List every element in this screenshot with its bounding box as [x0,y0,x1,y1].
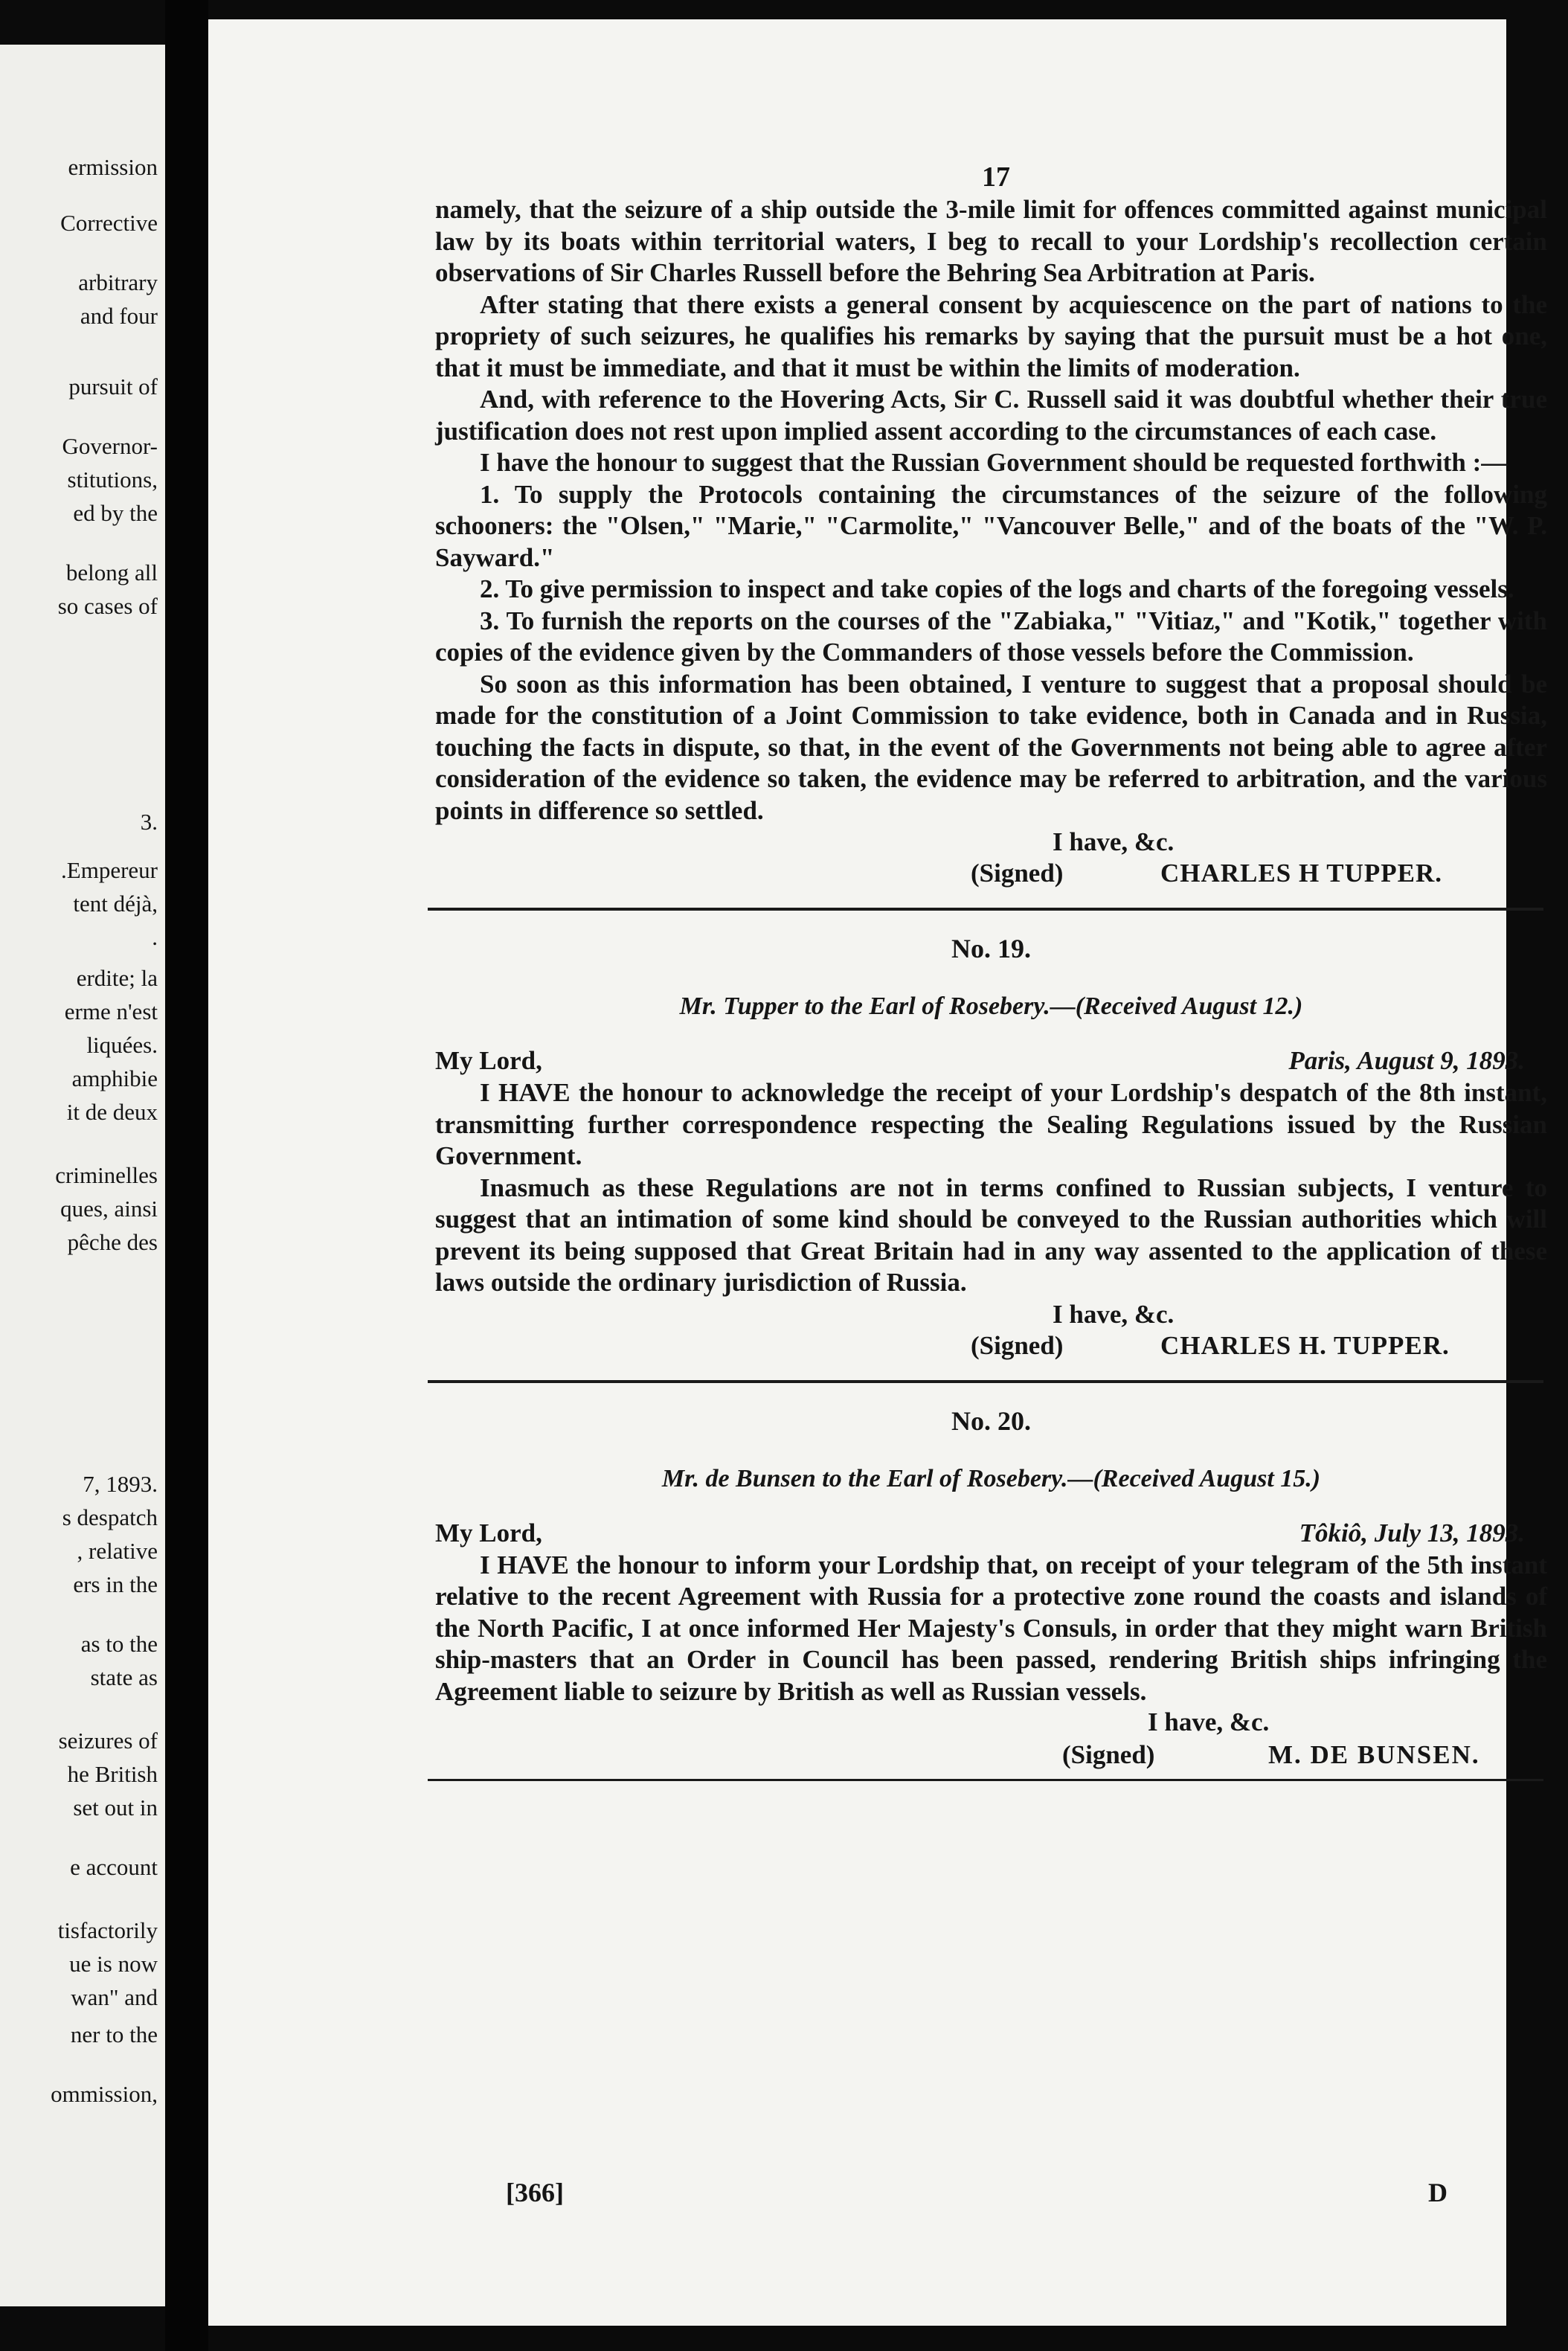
left-page-text: 3. [140,809,158,835]
signatory-name: M. DE BUNSEN. [1268,1740,1480,1769]
salutation: My Lord, [435,1518,542,1547]
section-divider [428,908,1543,911]
document-heading-19: Mr. Tupper to the Earl of Rosebery.—(Received August 12.) [679,992,1303,1020]
left-page-text: ers in the [73,1571,158,1597]
left-page-text: arbitrary [78,269,158,295]
left-page-text: ue is now [69,1951,158,1977]
letter-body-19 [435,1077,1547,1299]
left-page-fragment [0,45,165,2306]
left-page-text: state as [90,1664,158,1690]
paragraph: 2. To give permission to inspect and take copies of the logs and charts of the foregoing vessels. [480,574,1514,603]
print-reference: [366] [506,2178,564,2207]
paragraph: namely, that the seizure of a ship outside the 3-mile limit for offences committed against municipal law by its boats within territorial waters, I beg to recall to your Lordship's recollection certain observations of Sir Charles Russell before the Behring Sea Arbitration at Paris. [435,195,1547,287]
page-body [435,194,1547,1781]
signed-label: (Signed) [971,1330,1064,1360]
document-number-20: No. 20. [951,1405,1031,1436]
left-page-text: s despatch [62,1504,158,1530]
left-page-text: tisfactorily [57,1917,158,1943]
letter-date: Paris, August 9, 1893. [1288,1046,1525,1075]
signed-label: (Signed) [971,859,1064,888]
book-gutter [165,0,208,2351]
left-page-text: amphibie [71,1065,158,1091]
signed-label: (Signed) [1062,1740,1155,1769]
paragraph: So soon as this information has been obtained, I venture to suggest that a proposal should be made for the constitution of a Joint Commission to take evidence, both in Canada and in Russia, touching the facts in dispute, so that, in the event of the Governments not being able to agree after consideration of the evidence so taken, the evidence may be referred to arbitration, and the various points in difference so settled. [435,669,1547,825]
paragraph: After stating that there exists a general consent by acquiescence on the part of nations to the propriety of such seizures, he qualifies his remarks by saying that the pursuit must be a hot one, that it must be immediate, and that it must be within the limits of moderation. [435,289,1547,382]
left-page-text: criminelles [55,1162,158,1188]
paragraph: 3. To furnish the reports on the courses of the "Zabiaka," "Vitiaz," and "Kotik," together with copies of the evidence given by the Commanders of those vessels before the Commission. [435,606,1547,667]
left-page-text: e account [70,1854,158,1880]
left-page-text: wan" and [71,1984,158,2010]
paragraph: I HAVE the honour to inform your Lordship that, on receipt of your telegram of the 5th instant relative to the recent Agreement with Russia for a protective zone round the coasts and islands of the North Pacific, I at once informed Her Majesty's Consuls, in order that they might warn British ship-masters that an Order in Council has been passed, rendering British ships infringing the Agreement liable to seizure by British as well as Russian vessels. [435,1550,1547,1706]
left-page-text: ner to the [70,2021,158,2047]
signature-block-19 [435,1299,1547,1362]
left-page-text: ommission, [51,2081,158,2107]
left-page-text: Corrective [60,210,158,236]
letter-date: Tôkiô, July 13, 1893. [1299,1518,1525,1547]
document-heading-20: Mr. de Bunsen to the Earl of Rosebery.—(Received August 15.) [661,1464,1321,1492]
left-page-text: and four [80,303,158,329]
dateline-20 [435,1518,1547,1550]
left-page-text: erdite; la [76,965,158,991]
signatory-name: CHARLES H. TUPPER. [1160,1330,1450,1360]
page-number: 17 [982,161,1010,193]
left-page-text: tent déjà, [73,891,158,917]
section-divider [428,1779,1543,1781]
left-page-text: 7, 1893. [83,1471,158,1497]
left-page-text: .Empereur [61,857,158,883]
left-page-text: he British [67,1761,158,1787]
left-page-text: ermission [68,154,158,180]
left-page-text: pursuit of [68,373,158,400]
letter-body-20 [435,1550,1547,1708]
paragraph: Inasmuch as these Regulations are not in terms confined to Russian subjects, I venture to suggest that an intimation of some kind should be conveyed to the Russian authorities which will prevent its being supposed that Great Britain had in any way assented to the application of these laws outside the ordinary jurisdiction of Russia. [435,1173,1547,1297]
left-page-text: it de deux [66,1099,158,1125]
signatory-name: CHARLES H TUPPER. [1160,859,1443,888]
left-page-text: ques, ainsi [60,1196,158,1222]
left-page-text: liquées. [86,1032,158,1058]
paragraph: I have the honour to suggest that the Russian Government should be requested forthwith :— [480,448,1508,477]
left-page-text: as to the [80,1631,158,1657]
signature-block-1 [435,827,1547,890]
paragraph: 1. To supply the Protocols containing the circumstances of the seizure of the following schooners: the "Olsen," "Marie," "Carmolite," "Vancouver Belle," and of the boats of the "W. P. Sayward." [435,479,1547,572]
left-page-text: belong all [65,559,158,586]
left-page-text: Governor- [62,433,158,459]
paragraph: I HAVE the honour to acknowledge the receipt of your Lordship's despatch of the 8th instant, transmitting further correspondence respecting the Sealing Regulations issued by the Russian Government. [435,1078,1547,1170]
section-divider [428,1380,1543,1383]
salutation: My Lord, [435,1046,542,1075]
left-page-text: ed by the [73,500,158,526]
left-page-text: set out in [73,1794,158,1821]
left-page-text: so cases of [57,593,158,619]
left-page-text: . [152,924,158,950]
left-page-text: seizures of [58,1728,158,1754]
signature-mark: D [1428,2178,1447,2207]
closing: I have, &c. [1053,827,1175,856]
document-page [208,19,1547,2326]
document-number-19: No. 19. [951,934,1031,963]
signature-block-20 [435,1707,1547,1774]
letter-continuation [435,194,1547,827]
dateline-19 [435,1046,1547,1077]
closing: I have, &c. [1053,1299,1175,1329]
closing: I have, &c. [1148,1707,1270,1736]
left-page-text: , relative [77,1538,158,1564]
paragraph: And, with reference to the Hovering Acts, Sir C. Russell said it was doubtful whether their true justification does not rest upon implied assent according to the circumstances of each case. [435,385,1547,446]
left-page-text: stitutions, [67,466,158,493]
left-page-text: pêche des [67,1229,158,1255]
left-page-text: erme n'est [64,998,158,1024]
